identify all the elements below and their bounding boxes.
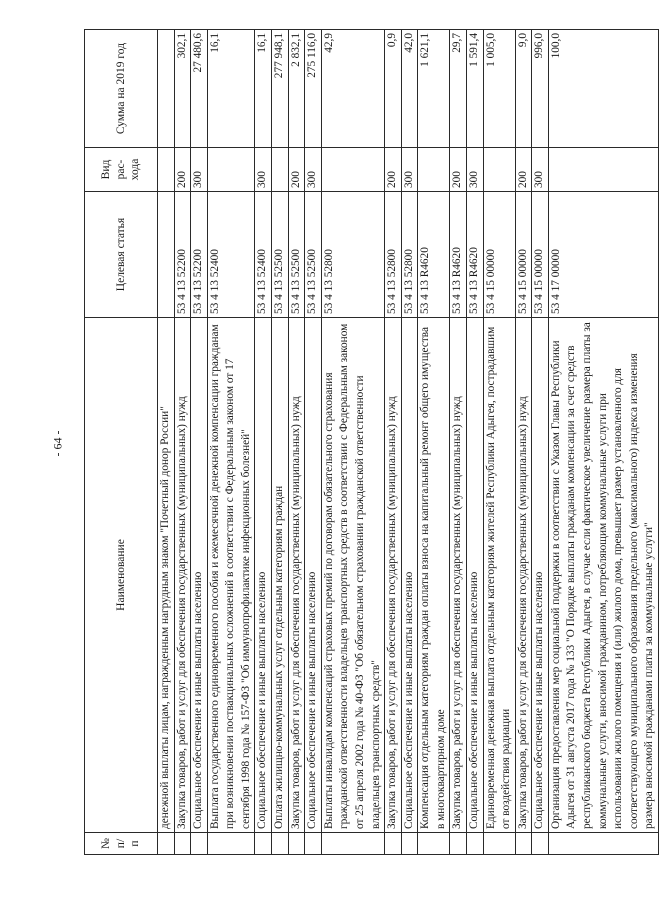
table-row [305,30,322,855]
cell-code: 53 4 13 R4620 [466,192,483,318]
cell-code: 53 4 13 52500 [272,192,289,318]
cell-num [483,833,515,855]
cell-type: 300 [532,148,549,192]
cell-sum: 275 116,0 [305,30,322,148]
cell-code: 53 4 13 52200 [174,192,191,318]
cell-name: Организация предоставления мер социальной поддержки в соответствии с Указом Главы Республики Адыгея от 31 августа 2017 года № 133 "О Порядке выплаты гражданам компенсации за счет средств республиканского бюджета Республики Адыгея, в случае если фактическое увеличение размера платы за коммунальные услуги, вносимой гражданином, потребляющим коммунальные услуги при использовании жилого помещения и (или) жилого дома, превышает размер установленного для соответствующего муниципального образования предельного (максимального) индекса изменения размера вносимой гражданами платы за коммунальные услуги" [548,318,658,833]
cell-num [305,833,322,855]
cell-name: Социальное обеспечение и иные выплаты населению [191,318,208,833]
table-row [191,30,208,855]
cell-name: Социальное обеспечение и иные выплаты населению [466,318,483,833]
cell-code: 53 4 13 52400 [255,192,272,318]
cell-name: Социальное обеспечение и иные выплаты населению [305,318,322,833]
cell-num [385,833,402,855]
table-row [255,30,272,855]
cell-sum: 16,1 [207,30,255,148]
cell-sum: 29,7 [450,30,467,148]
cell-type: 200 [515,148,532,192]
table-row [450,30,467,855]
cell-code: 53 4 13 52200 [191,192,208,318]
cell-name: Закупка товаров, работ и услуг для обеспечения государственных (муниципальных) нужд [174,318,191,833]
cell-code: 53 4 13 R4620 [418,192,450,318]
table-row [272,30,289,855]
cell-num [548,833,658,855]
cell-name: Социальное обеспечение и иные выплаты населению [401,318,418,833]
cell-code: 53 4 15 00000 [515,192,532,318]
header-type-line2: рас- [114,159,127,180]
cell-num [532,833,549,855]
cell-code: 53 4 13 52400 [207,192,255,318]
cell-name: Единовременная денежная выплата отдельным категориям жителей Республики Адыгея, пострадавшим от воздействия радиации [483,318,515,833]
cell-type: 300 [466,148,483,192]
table-row [288,30,305,855]
header-type-line1: Вид [100,159,113,180]
header-code: Целевая статья [85,192,158,318]
cell-type [158,148,175,192]
cell-sum: 42,9 [321,30,384,148]
cell-type [321,148,384,192]
cell-sum: 42,0 [401,30,418,148]
cell-name: Закупка товаров, работ и услуг для обеспечения государственных (муниципальных) нужд [385,318,402,833]
cell-name: денежной выплаты лицам, награжденным нагрудным знаком "Почетный донор России" [158,318,175,833]
table-row [483,30,515,855]
header-name: Наименование [85,318,158,833]
cell-type: 200 [385,148,402,192]
header-sum: Сумма на 2019 год [85,30,158,148]
cell-name: Компенсация отдельным категориям граждан оплаты взноса на капитальный ремонт общего имущества в многоквартирном доме [418,318,450,833]
table-row [401,30,418,855]
cell-type: 300 [255,148,272,192]
cell-num [466,833,483,855]
table-row [385,30,402,855]
cell-code [158,192,175,318]
cell-name: Закупка товаров, работ и услуг для обеспечения государственных (муниципальных) нужд [450,318,467,833]
cell-sum: 2 832,1 [288,30,305,148]
cell-type [483,148,515,192]
cell-num [272,833,289,855]
table-header-row [85,30,158,855]
cell-code: 53 4 17 00000 [548,192,658,318]
cell-sum: 1 591,4 [466,30,483,148]
cell-name: Выплаты инвалидам компенсаций страховых премий по договорам обязательного страхования гражданской ответственности владельцев транспортных средств в соответствии с Федеральным законом от 25 апреля 2002 года № 40-ФЗ "Об обязательном страховании гражданской ответственности владельцев транспортных средств" [321,318,384,833]
header-num: № п/п [85,833,158,855]
cell-code: 53 4 13 52500 [305,192,322,318]
table-row [532,30,549,855]
table-row [418,30,450,855]
cell-num [321,833,384,855]
cell-sum: 100,0 [548,30,658,148]
rotated-page-content [84,30,656,855]
cell-type: 200 [288,148,305,192]
cell-sum: 996,0 [532,30,549,148]
cell-num [174,833,191,855]
cell-num [450,833,467,855]
table-row [515,30,532,855]
table-row [158,30,175,855]
cell-type: 300 [305,148,322,192]
cell-num [158,833,175,855]
cell-code: 53 4 13 52800 [385,192,402,318]
cell-sum: 1 005,0 [483,30,515,148]
cell-num [418,833,450,855]
table-row [174,30,191,855]
cell-name: Оплата жилищно-коммунальных услуг отдельным категориям граждан [272,318,289,833]
cell-type [207,148,255,192]
header-type [85,148,158,192]
cell-type: 300 [401,148,418,192]
cell-name: Социальное обеспечение и иные выплаты населению [255,318,272,833]
page-number: - 64 - [50,430,65,457]
cell-code: 53 4 13 52500 [288,192,305,318]
cell-code: 53 4 13 R4620 [450,192,467,318]
table-row [548,30,658,855]
cell-type: 200 [174,148,191,192]
cell-type [272,148,289,192]
cell-num [255,833,272,855]
cell-sum: 27 480,6 [191,30,208,148]
cell-num [288,833,305,855]
cell-sum: 0,9 [385,30,402,148]
cell-num [515,833,532,855]
cell-name: Закупка товаров, работ и услуг для обеспечения государственных (муниципальных) нужд [288,318,305,833]
cell-type [548,148,658,192]
cell-code: 53 4 13 52800 [321,192,384,318]
cell-name: Социальное обеспечение и иные выплаты населению [532,318,549,833]
cell-num [207,833,255,855]
cell-sum: 277 948,1 [272,30,289,148]
table-row [207,30,255,855]
budget-table [84,29,659,855]
cell-name: Выплата государственного единовременного пособия и ежемесячной денежной компенсации гражданам при возникновении поствакцинальных осложнений в соответствии с Федеральным законом от 17 сентября 1998 года № 157-ФЗ "Об иммунопрофилактике инфекционных болезней" [207,318,255,833]
cell-num [401,833,418,855]
cell-type [418,148,450,192]
cell-name: Закупка товаров, работ и услуг для обеспечения государственных (муниципальных) нужд [515,318,532,833]
cell-code: 53 4 15 00000 [483,192,515,318]
cell-sum [158,30,175,148]
table-row [321,30,384,855]
cell-code: 53 4 15 00000 [532,192,549,318]
cell-code: 53 4 13 52800 [401,192,418,318]
cell-sum: 16,1 [255,30,272,148]
cell-num [191,833,208,855]
table-row [466,30,483,855]
cell-type: 200 [450,148,467,192]
cell-type: 300 [191,148,208,192]
cell-sum: 9,0 [515,30,532,148]
header-type-line3: хода [129,158,142,181]
cell-sum: 1 621,1 [418,30,450,148]
cell-sum: 302,1 [174,30,191,148]
